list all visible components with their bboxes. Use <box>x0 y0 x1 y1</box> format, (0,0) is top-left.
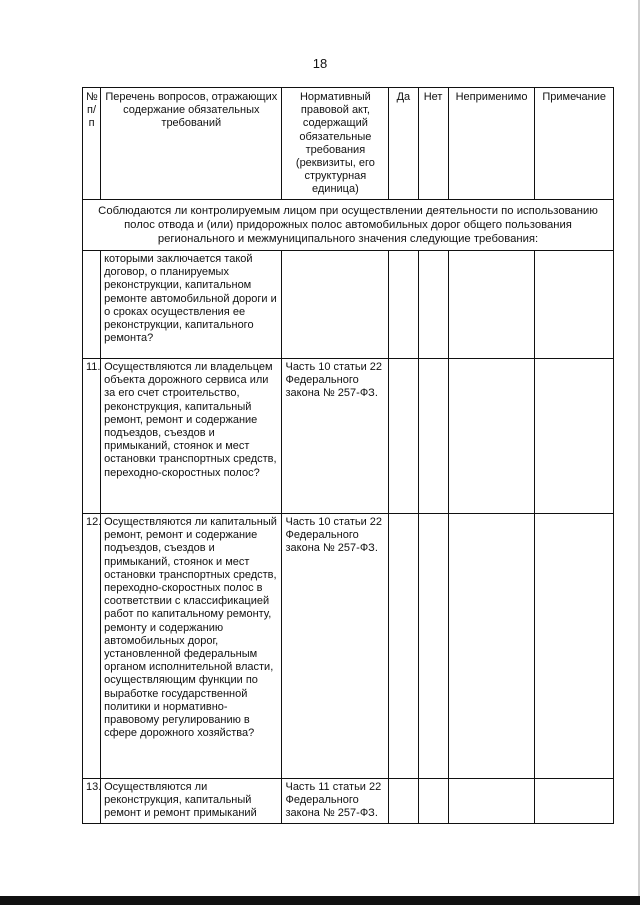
row-note-cell <box>535 251 614 359</box>
row-na-cell <box>448 514 535 779</box>
row-legal-act <box>282 251 389 359</box>
row-no-cell <box>418 359 448 514</box>
page-number: 18 <box>312 56 328 71</box>
table-row <box>83 514 614 779</box>
table-row <box>83 251 614 359</box>
scan-bottom-band <box>0 896 640 905</box>
row-legal-act: Часть 11 статьи 22 Федерального закона № 257-ФЗ. <box>282 779 389 824</box>
row-no-cell <box>418 251 448 359</box>
row-na-cell <box>448 251 535 359</box>
table-header-row <box>83 88 614 200</box>
row-note-cell <box>535 359 614 514</box>
row-question: Осуществляются ли владельцем объекта дорожного сервиса или за его счет строительство, реконструкция, капитальный ремонт, ремонт и содержание подъездов, съездов и примыканий, стоянок и мест остановки транспортных средств, переходно-скоростных полос? <box>101 359 282 514</box>
row-number: 12. <box>83 514 101 779</box>
row-question: которыми заключается такой договор, о планируемых реконструкции, капитальном ремонте автомобильной дороги и о сроках осуществления ее реконструкции, капитального ремонта? <box>101 251 282 359</box>
row-number: 13. <box>83 779 101 824</box>
header-number: № п/п <box>83 88 101 200</box>
header-no: Нет <box>418 88 448 200</box>
row-question: Осуществляются ли капитальный ремонт, ремонт и содержание подъездов, съездов и примыканий, стоянок и мест остановки транспортных средств, переходно-скоростных полос в соответствии с классификацией работ по капитальному ремонту, ремонту и содержанию автомобильных дорог, установленной федеральным органом исполнительной власти, осуществляющим функции по выработке государственной политики и нормативно-правовому регулированию в сфере дорожного хозяйства? <box>101 514 282 779</box>
row-na-cell <box>448 779 535 824</box>
row-yes-cell <box>389 251 418 359</box>
row-no-cell <box>418 514 448 779</box>
row-question: Осуществляются ли реконструкция, капитальный ремонт и ремонт примыканий <box>101 779 282 824</box>
row-yes-cell <box>389 779 418 824</box>
header-yes: Да <box>389 88 418 200</box>
row-note-cell <box>535 514 614 779</box>
row-legal-act: Часть 10 статьи 22 Федерального закона № 257-ФЗ. <box>282 514 389 779</box>
header-not-applicable: Неприменимо <box>448 88 535 200</box>
section-title-row <box>83 200 614 251</box>
header-legal-act: Нормативный правовой акт, содержащий обязательные требования (реквизиты, его структурная единица) <box>282 88 389 200</box>
row-legal-act: Часть 10 статьи 22 Федерального закона № 257-ФЗ. <box>282 359 389 514</box>
row-number <box>83 251 101 359</box>
table-row <box>83 779 614 824</box>
row-na-cell <box>448 359 535 514</box>
row-number: 11. <box>83 359 101 514</box>
section-title: Соблюдаются ли контролируемым лицом при осуществлении деятельности по использованию полос отвода и (или) придорожных полос автомобильных дорог общего пользования регионального и межмуниципального значения следующие требования: <box>83 200 614 251</box>
row-yes-cell <box>389 359 418 514</box>
header-note: Примечание <box>535 88 614 200</box>
requirements-checklist-table <box>82 87 614 824</box>
row-yes-cell <box>389 514 418 779</box>
row-note-cell <box>535 779 614 824</box>
header-question: Перечень вопросов, отражающих содержание обязательных требований <box>101 88 282 200</box>
table-row <box>83 359 614 514</box>
row-no-cell <box>418 779 448 824</box>
